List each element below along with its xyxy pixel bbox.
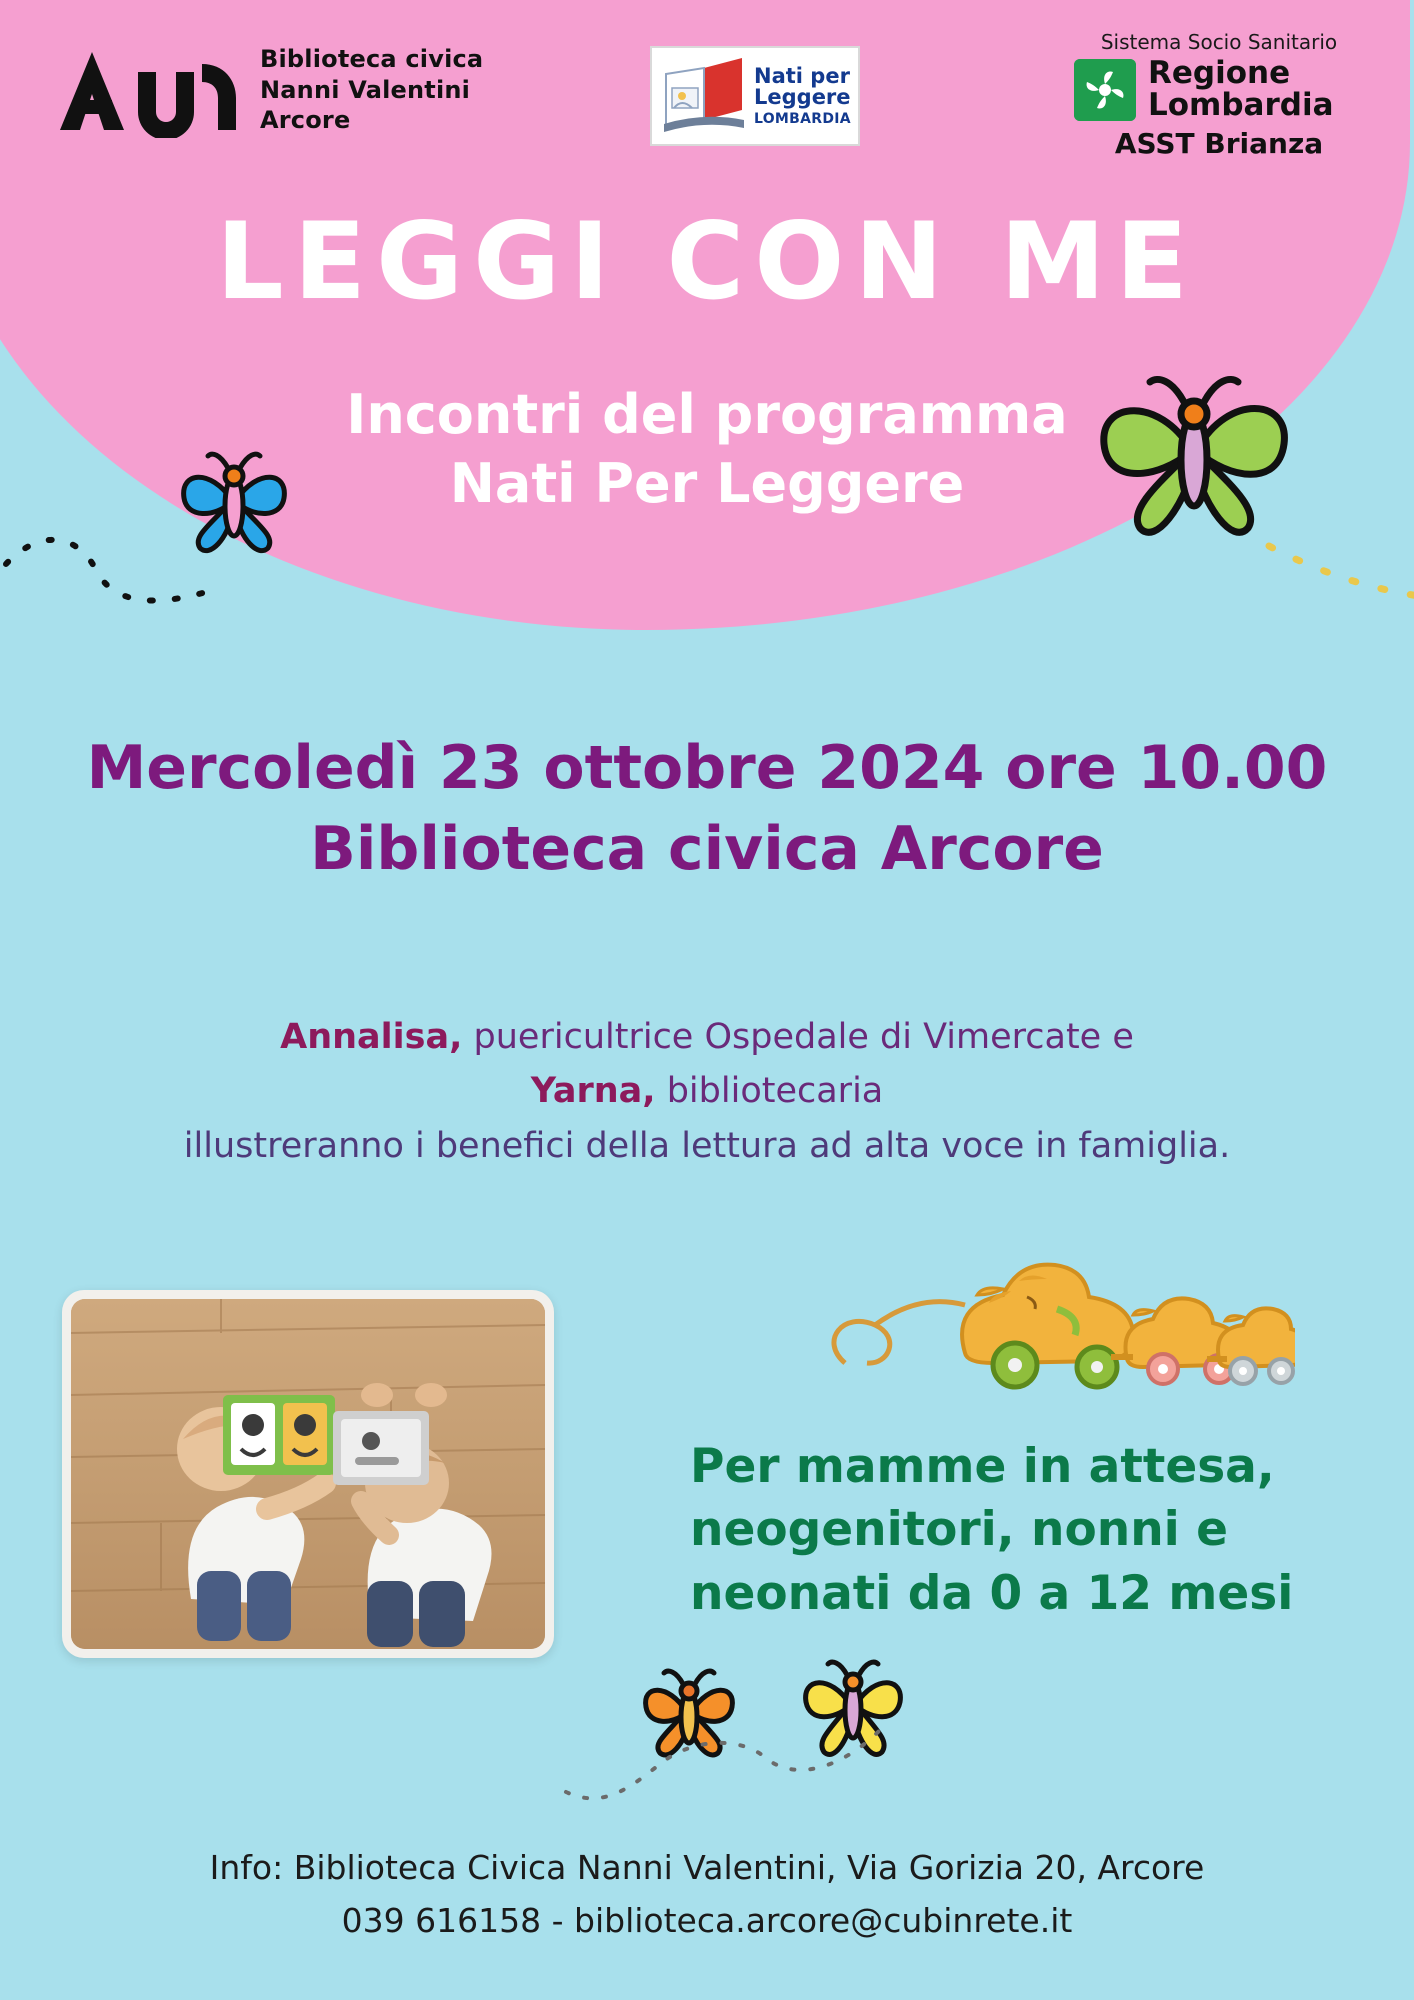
event-details [0,728,1414,890]
speaker-role-1: puericultrice Ospedale di Vimercate e [462,1017,1134,1057]
event-venue: Biblioteca civica Arcore [310,814,1104,884]
arc-logo-icon [52,42,242,138]
dashed-trail-right-icon [1265,540,1414,624]
npl-line-2: Leggere [754,85,851,110]
library-name-line-3: Arcore [260,106,351,135]
subtitle-line-2: Nati Per Leggere [449,452,965,516]
yellow-butterfly-icon [790,1640,920,1774]
library-name-line-1: Biblioteca civica [260,44,484,73]
regione-lombardia-name [1148,55,1334,123]
orange-butterfly-icon [630,1655,750,1769]
footer-line-2: 039 616158 - biblioteca.arcore@cubinrete.it [341,1901,1073,1941]
regione-name-line-1: Regione [1148,55,1291,91]
subtitle-line-1: Incontri del programma [346,383,1068,446]
nati-per-leggere-logo [650,46,860,146]
speaker-name-2: Yarna, [530,1071,656,1112]
footer-info [0,1842,1414,1948]
regione-lombardia-rose-icon [1074,59,1136,121]
open-book-icon [660,54,748,138]
poster-subtitle [0,380,1414,518]
speakers-description: illustreranno i benefici della lettura ad alta voce in famiglia. [183,1125,1231,1166]
speaker-line-2 [0,1064,1414,1118]
regione-lombardia-logo [1074,30,1364,160]
photo-frame [62,1290,554,1658]
logo-row [0,30,1414,170]
footer-line-1: Info: Biblioteca Civica Nanni Valentini, Via Gorizia 20, Arcore [209,1848,1205,1888]
sistema-socio-sanitario-label: Sistema Socio Sanitario [1100,30,1338,54]
npl-logo-text [754,63,851,127]
library-logo-text [260,44,483,136]
event-date: Mercoledì 23 ottobre 2024 ore 10.00 [86,733,1328,803]
audience-text: Per mamme in attesa, neogenitori, nonni e neonati da 0 a 12 mesi [690,1439,1294,1621]
npl-line-3: LOMBARDIA [754,110,851,127]
asst-brianza-label: ASST Brianza [1114,127,1324,161]
speaker-name-1: Annalisa, [280,1017,463,1057]
poster-title: LEGGI CON ME [216,200,1198,323]
npl-line-1: Nati per [754,63,850,88]
dashed-trail-left-icon [0,520,230,634]
speaker-role-2: bibliotecaria [655,1071,884,1112]
regione-name-line-2: Lombardia [1148,86,1334,123]
speaker-line-1 [0,1010,1414,1064]
duck-pull-toy-icon [815,1245,1295,1409]
library-name-line-2: Nanni Valentini [260,75,471,104]
children-reading-photo [71,1299,545,1649]
dashed-trail-bottom-icon [560,1700,890,1814]
library-logo [52,42,483,138]
speakers-block [0,1010,1414,1173]
